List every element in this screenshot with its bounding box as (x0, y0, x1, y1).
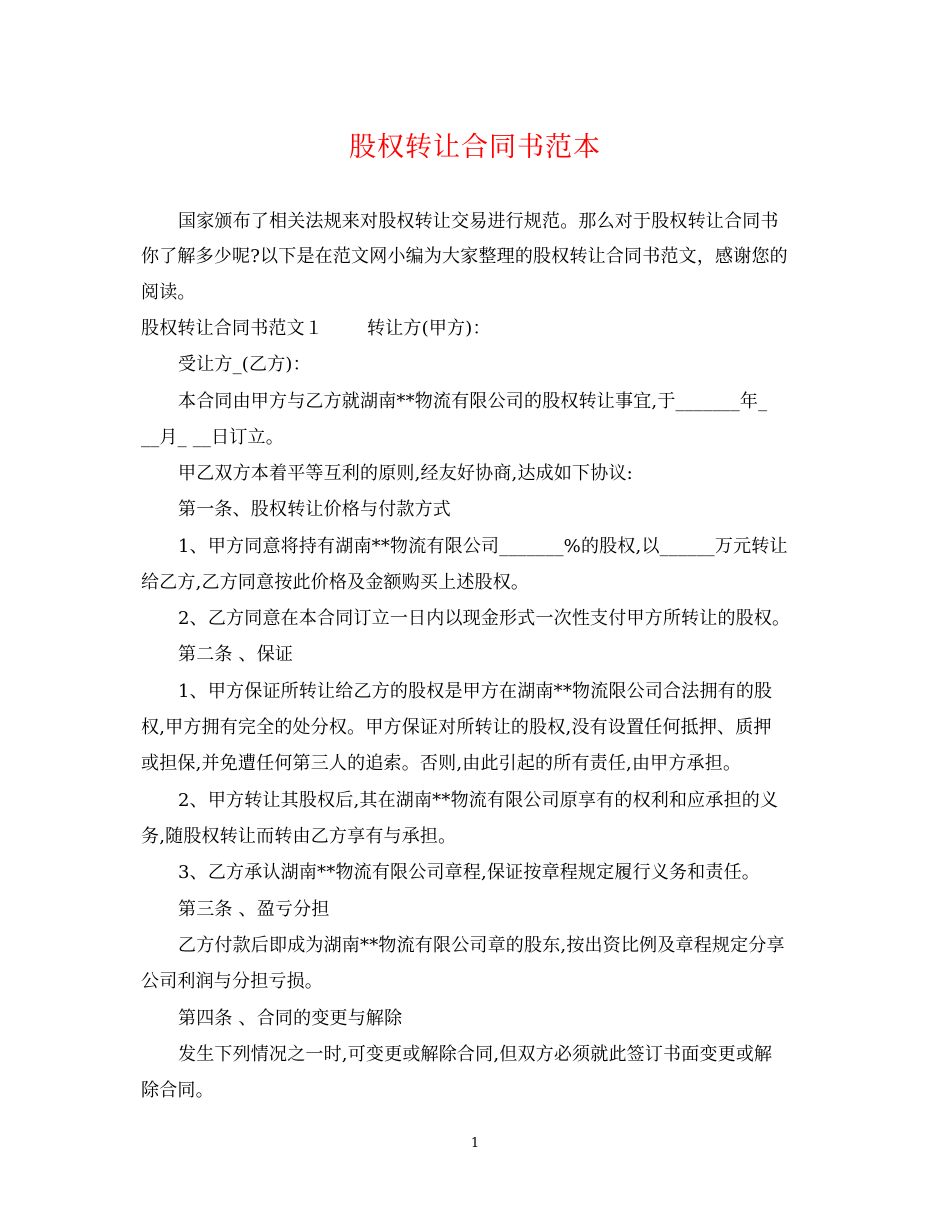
article-heading: 第二条 、保证 (178, 644, 294, 665)
paragraph-line: 乙方付款后即成为湖南**物流有限公司章的股东,按出资比例及章程规定分享 (178, 935, 785, 956)
section-heading-line (141, 317, 491, 341)
paragraph-line: __月_ __日订立。 (141, 427, 284, 448)
paragraph-line: 国家颁布了相关法规来对股权转让交易进行规范。那么对于股权转让合同书 (178, 211, 779, 232)
transferor-label: 转让方(甲方)： (367, 318, 491, 339)
paragraph-line: 1、甲方同意将持有湖南**物流有限公司_______%的股权,以______万元转让 (178, 536, 788, 557)
sample-heading: 股权转让合同书范文１ (141, 318, 323, 339)
article-heading: 第四条 、合同的变更与解除 (178, 1008, 403, 1029)
paragraph-line: 除合同。 (141, 1080, 214, 1101)
paragraph-line: 给乙方,乙方同意按此价格及金额购买上述股权。 (141, 572, 530, 593)
paragraph-line: 3、乙方承认湖南**物流有限公司章程,保证按章程规定履行义务和责任。 (178, 862, 760, 883)
paragraph-line: 务,随股权转让而转由乙方享有与承担。 (141, 826, 457, 847)
page-number: 1 (470, 1136, 480, 1151)
paragraph-line: 本合同由甲方与乙方就湖南**物流有限公司的股权转让事宜,于_______年_ (178, 391, 768, 412)
paragraph-line: 阅读。 (141, 282, 196, 303)
paragraph-line: 1、甲方保证所转让给乙方的股权是甲方在湖南**物流限公司合法拥有的股 (178, 681, 773, 702)
paragraph-line: 你了解多少呢?以下是在范文网小编为大家整理的股权转让合同书范文，感谢您的 (141, 246, 788, 267)
paragraph-line: 发生下列情况之一时,可变更或解除合同,但双方必须就此签订书面变更或解 (178, 1044, 773, 1065)
paragraph-line: 公司利润与分担亏损。 (141, 971, 323, 992)
paragraph-line: 2、甲方转让其股权后,其在湖南**物流有限公司原享有的权利和应承担的义 (178, 790, 779, 811)
paragraph-line: 受让方_(乙方)： (178, 354, 311, 375)
paragraph-line: 或担保,并免遭任何第三人的追索。否则,由此引起的所有责任,由甲方承担。 (141, 753, 742, 774)
paragraph-line: 2、乙方同意在本合同订立一日内以现金形式一次性支付甲方所转让的股权。 (178, 608, 791, 629)
article-heading: 第三条 、盈亏分担 (178, 899, 330, 920)
document-title: 股权转让合同书范本 (349, 132, 601, 163)
paragraph-line: 权,甲方拥有完全的处分权。甲方保证对所转让的股权,没有设置任何抵押、质押 (141, 717, 772, 738)
paragraph-line: 甲乙双方本着平等互利的原则,经友好协商,达成如下协议: (178, 463, 633, 484)
article-heading: 第一条、股权转让价格与付款方式 (178, 499, 451, 520)
